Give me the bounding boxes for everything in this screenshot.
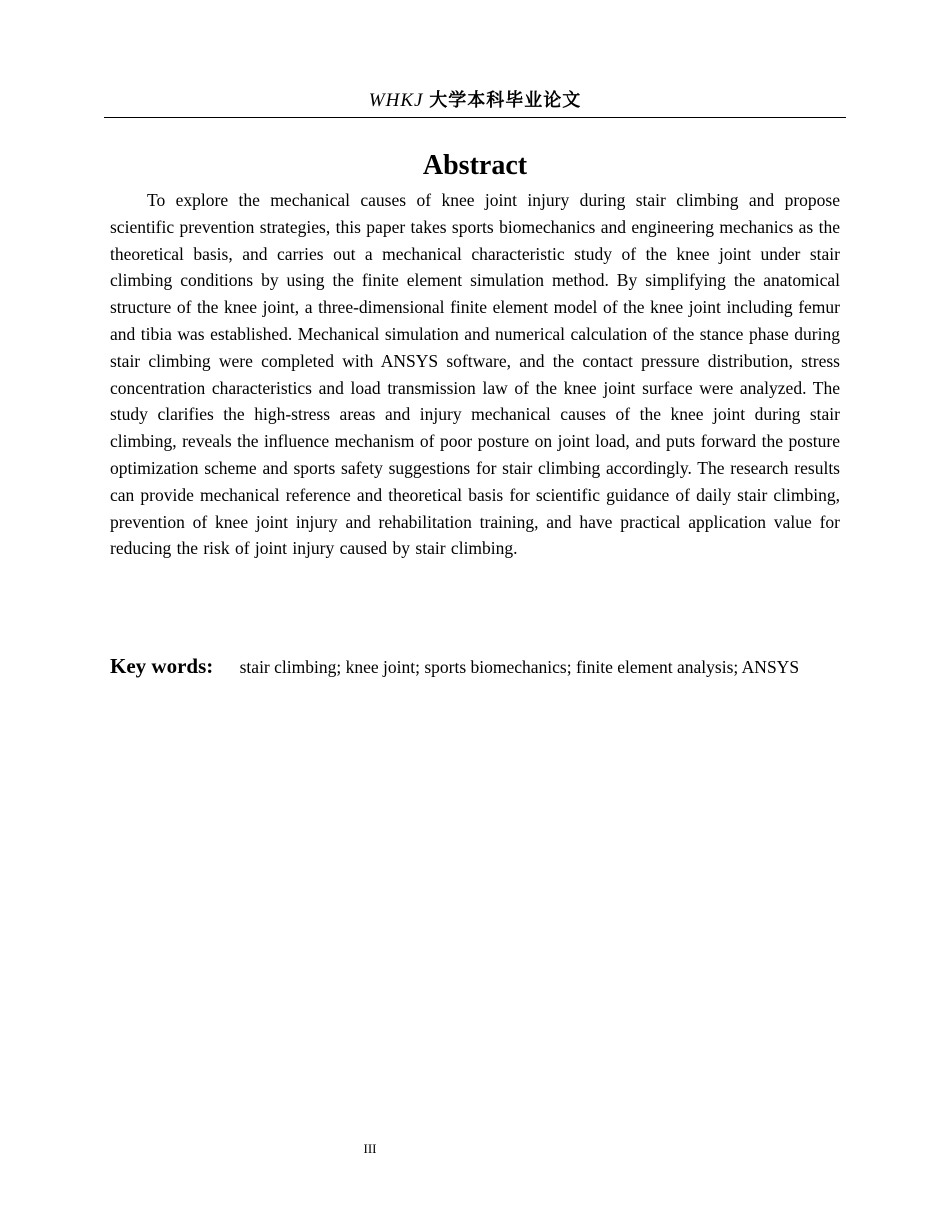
running-header	[104, 89, 846, 113]
page-number: III	[363, 1141, 377, 1156]
abstract-body: To explore the mechanical causes of knee joint injury during stair climbing and propose scientific prevention strategies, this paper takes sports biomechanics and engineering mechanics as the theoretical basis, and carries out a mechanical characteristic study of the knee joint under stair climbing conditions by using the finite element simulation method. By simplifying the anatomical structure of the knee joint, a three-dimensional finite element model of the knee joint including femur and tibia was established. Mechanical simulation and numerical calculation of the stance phase during stair climbing were completed with ANSYS software, and the contact pressure distribution, stress concentration characteristics and load transmission law of the knee joint surface were analyzed. The study clarifies the high-stress areas and injury mechanical causes of the knee joint during stair climbing, reveals the influence mechanism of poor posture on joint load, and puts forward the posture optimization scheme and sports safety suggestions for stair climbing accordingly. The research results can provide mechanical reference and theoretical basis for scientific guidance of daily stair climbing, prevention of knee joint injury and rehabilitation training, and have practical application value for reducing the risk of joint injury caused by stair climbing.	[110, 190, 840, 559]
header-document-type: 大学本科毕业论文	[429, 90, 582, 111]
header-divider	[104, 117, 846, 118]
keywords-section	[110, 652, 840, 681]
keywords-text: stair climbing; knee joint; sports biomechanics; finite element analysis; ANSYS	[239, 657, 800, 677]
header-institution-code: WHKJ	[368, 90, 424, 111]
keywords-label: Key words:	[110, 654, 214, 678]
abstract-title: Abstract	[422, 150, 528, 181]
